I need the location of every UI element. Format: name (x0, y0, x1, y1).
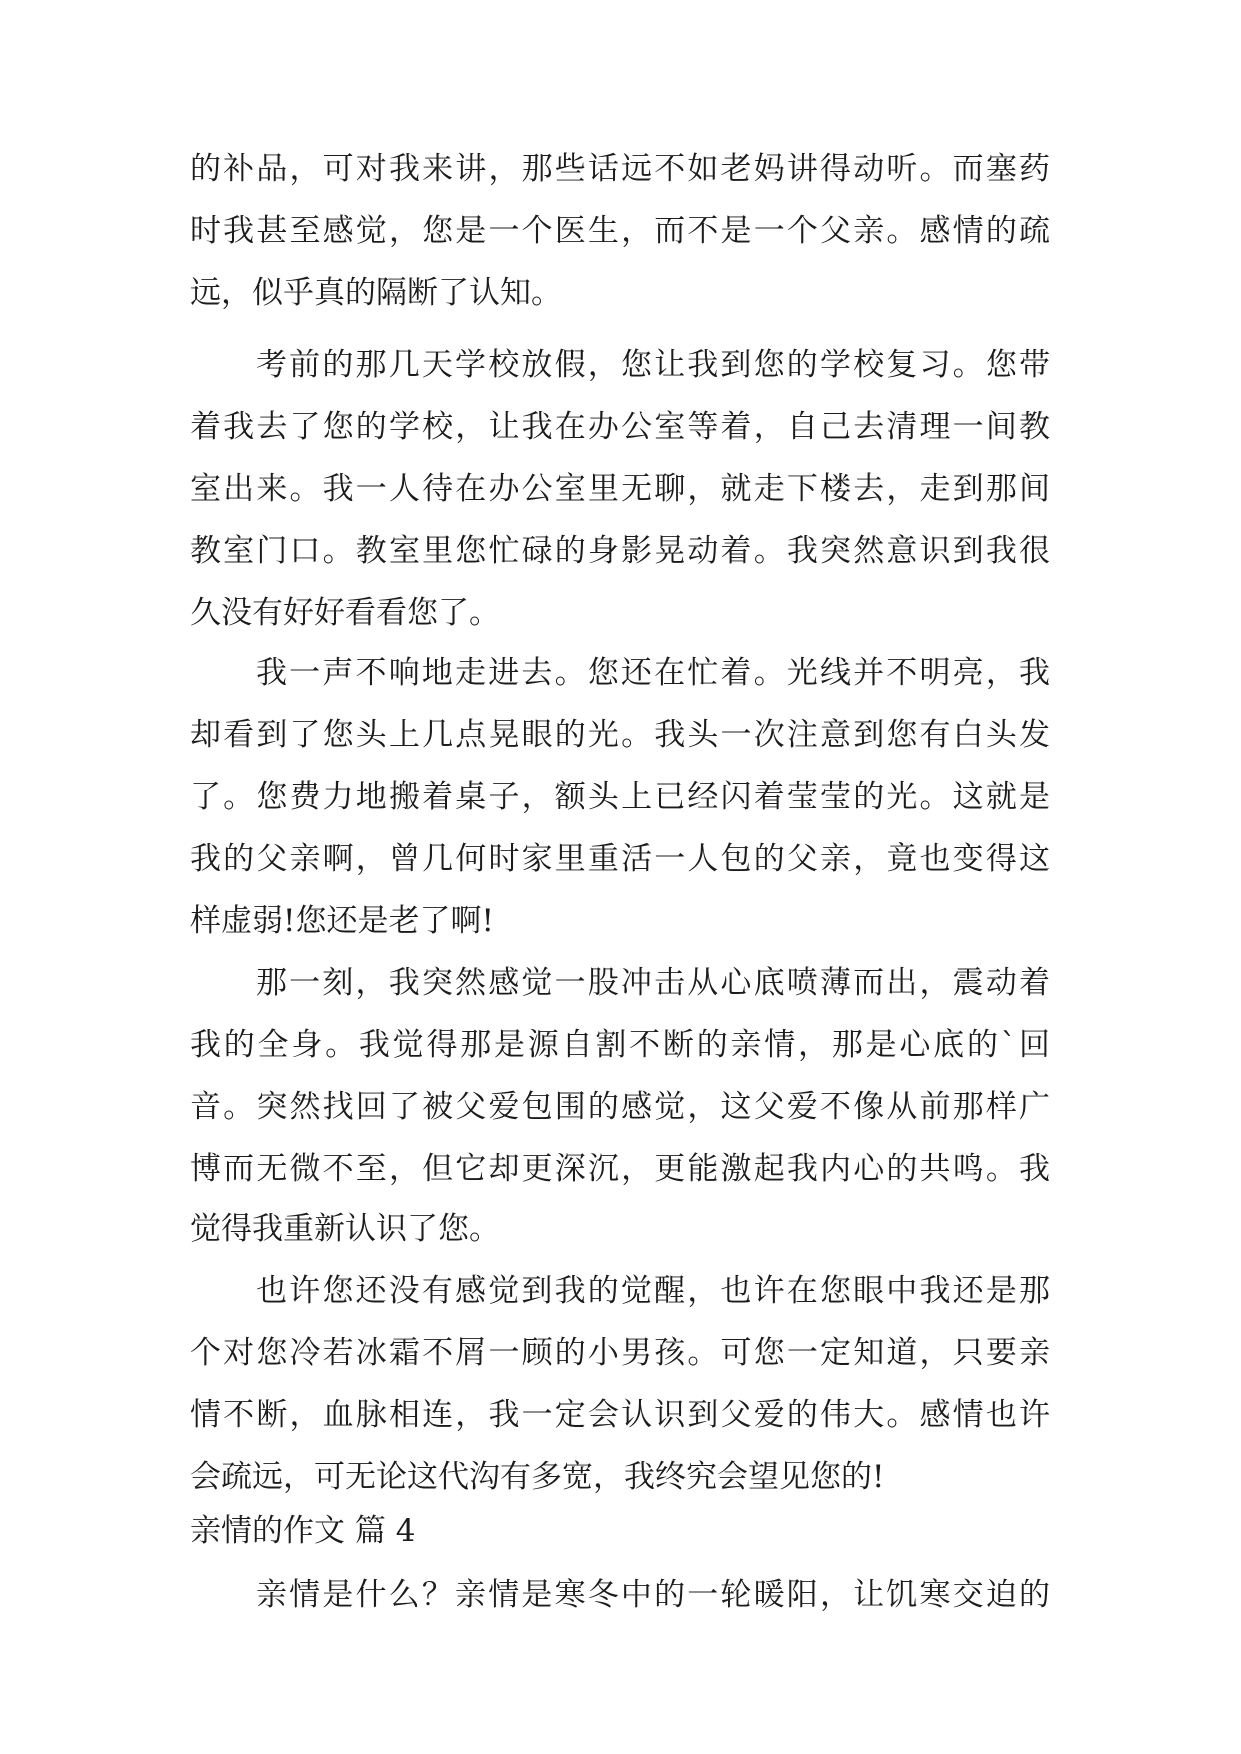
text-line: 个对您冷若冰霜不屑一顾的小男孩。可您一定知道，只要亲 (190, 1335, 1050, 1371)
text-line: 我的全身。我觉得那是源自割不断的亲情，那是心底的`回 (190, 1027, 1050, 1063)
text-line: 音。突然找回了被父爱包围的感觉，这父爱不像从前那样广 (190, 1089, 1050, 1125)
text-line: 远，似乎真的隔断了认知。 (190, 275, 562, 311)
text-line: 了。您费力地搬着桌子，额头上已经闪着莹莹的光。这就是 (190, 779, 1050, 815)
text-line: 着我去了您的学校，让我在办公室等着，自己去清理一间教 (190, 409, 1050, 445)
text-line: 我的父亲啊，曾几何时家里重活一人包的父亲，竟也变得这 (190, 841, 1050, 877)
paragraph-first-line: 考前的那几天学校放假，您让我到您的学校复习。您带 (256, 347, 1050, 383)
text-line: 却看到了您头上几点晃眼的光。我头一次注意到您有白头发 (190, 717, 1050, 753)
text-line: 时我甚至感觉，您是一个医生，而不是一个父亲。感情的疏 (190, 213, 1050, 249)
text-line: 样虚弱!您还是老了啊! (190, 903, 494, 939)
text-line: 久没有好好看看您了。 (190, 595, 500, 631)
text-line: 的补品，可对我来讲，那些话远不如老妈讲得动听。而塞药 (190, 151, 1050, 187)
text-line: 觉得我重新认识了您。 (190, 1211, 500, 1247)
paragraph-first-line: 亲情是什么？亲情是寒冬中的一轮暖阳，让饥寒交迫的 (256, 1577, 1050, 1613)
text-line: 会疏远，可无论这代沟有多宽，我终究会望见您的! (190, 1459, 885, 1495)
paragraph-first-line: 那一刻，我突然感觉一股冲击从心底喷薄而出，震动着 (256, 965, 1050, 1001)
text-line: 情不断，血脉相连，我一定会认识到父爱的伟大。感情也许 (190, 1397, 1050, 1433)
section-heading: 亲情的作文 篇 4 (190, 1513, 416, 1549)
paragraph-first-line: 我一声不响地走进去。您还在忙着。光线并不明亮，我 (256, 655, 1050, 691)
paragraph-first-line: 也许您还没有感觉到我的觉醒，也许在您眼中我还是那 (256, 1273, 1050, 1309)
text-line: 室出来。我一人待在办公室里无聊，就走下楼去，走到那间 (190, 471, 1050, 507)
text-line: 博而无微不至，但它却更深沉，更能激起我内心的共鸣。我 (190, 1151, 1050, 1187)
text-line: 教室门口。教室里您忙碌的身影晃动着。我突然意识到我很 (190, 533, 1050, 569)
